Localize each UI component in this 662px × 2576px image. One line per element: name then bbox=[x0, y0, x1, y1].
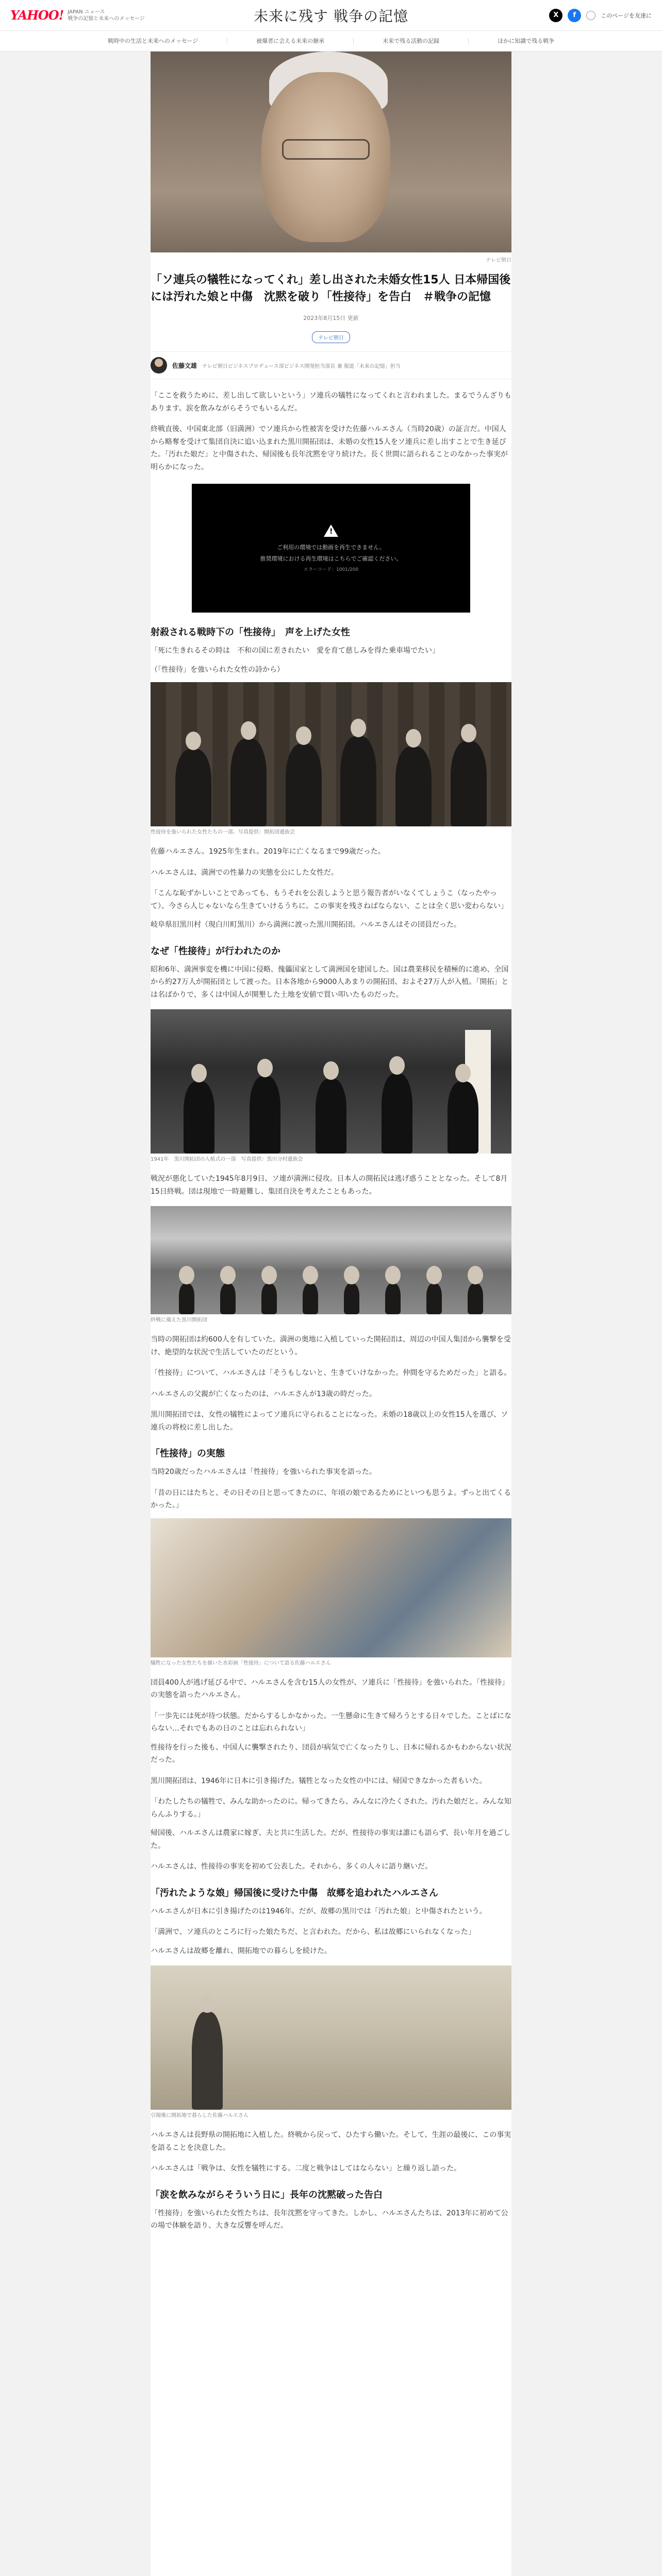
section-heading: 「汚れたような娘」帰国後に受けた中傷 故郷を追われたハルエさん bbox=[151, 1887, 438, 1899]
paragraph: ハルエさんが日本に引き揚げたのは1946年。だが、故郷の黒川では「汚れた娘」と中傷されたという。 bbox=[151, 1907, 487, 1916]
quote: 「わたしたちの犠牲で、みんな助かったのに。帰ってきたら、みんなに冷たくされた。汚れた娘だと。みんな知らんふりする。」 bbox=[151, 1798, 511, 1819]
photo-caption: 性接待を強いられた女性たちの一部。写真提供：開拓団遺族会 bbox=[151, 829, 295, 835]
paragraph: 終戦直後、中国東北部（旧満洲）でソ連兵から性被害を受けた佐藤ハルエさん（当時20歳）の証言だ。中国人から略奪を受けて集団自決に追い込まれた黒川開拓団は、未婚の女性15人をソ連兵に差し出すことで生き延びた。「汚れた娘だ」と中傷された、帰国後も長年沈黙を守り続けた。長く世間に語られることのなかった事実が明らかになった。 bbox=[151, 425, 508, 471]
site-title[interactable]: 未来に残す 戦争の記憶 bbox=[254, 7, 408, 25]
nav-item-0[interactable]: 戦時中の生活と未来へのメッセージ bbox=[79, 38, 227, 45]
photo-people bbox=[151, 1074, 511, 1154]
photo-caption: 引揚後に開拓地で暮らした佐藤ハルエさん bbox=[151, 2113, 249, 2119]
person-figure bbox=[184, 1081, 214, 1154]
paragraph: ハルエさんは故郷を離れ、開拓地での暮らしを続けた。 bbox=[151, 1946, 332, 1955]
photo-people bbox=[151, 2012, 511, 2110]
paragraph: 「性接待」を強いられた女性たちは、長年沈黙を守ってきた。しかし、ハルエさんたちは、2013年に初めて公の場で体験を語り、大きな反響を呼んだ。 bbox=[151, 2209, 508, 2230]
paragraph: 帰国後、ハルエさんは農家に嫁ぎ、夫と共に生活した。だが、性接待の事実は誰にも語らず、長い年月を過ごした。 bbox=[151, 1829, 511, 1850]
person-figure bbox=[286, 744, 322, 826]
quote: 「一歩先には死が待つ状態。だからするしかなかった。一生懸命に生きて帰ろうとする日々でした。ことばにならない…それでもあの日のことは忘れられない」 bbox=[151, 1711, 511, 1733]
warning-icon bbox=[324, 524, 338, 537]
paragraph: ハルエさんは「戦争は、女性を犠牲にする。二度と戦争はしてはならない」と繰り返し語った。 bbox=[151, 2164, 461, 2173]
paragraph: 戦況が悪化していた1945年8月9日、ソ連が満洲に侵攻。日本人の開拓民は逃げ惑うこととなった。そして8月15日終戦。団は現地で一時避難し、集団自決を考えたこともあった。 bbox=[151, 1175, 508, 1196]
section-heading: なぜ「性接待」が行われたのか bbox=[151, 945, 280, 957]
paragraph: 団員400人が逃げ延びる中で、ハルエさんを含む15人の女性が、ソ連兵に「性接待」を強いられた。「性接待」の実態を語ったハルエさん。 bbox=[151, 1678, 509, 1699]
person-figure bbox=[468, 1283, 483, 1314]
person-figure bbox=[344, 1283, 359, 1314]
village-crowd-photo bbox=[151, 1206, 511, 1314]
category-nav bbox=[0, 31, 662, 52]
person-figure bbox=[382, 1074, 412, 1154]
person-figure bbox=[426, 1283, 442, 1314]
person-figure bbox=[192, 2012, 223, 2110]
author-description: テレビ朝日ビジネスプロデュース部ビジネス開発担当部長 兼 報道「未来の記憶」担当 bbox=[202, 363, 401, 369]
quote: 「昔の日にはたちと、その日その日と思ってきたのに、年頃の娘であるためにといつも思うよ。ずっと出てくるかった。」 bbox=[151, 1488, 511, 1510]
section-heading: 射殺される戦時下の「性接待」 声を上げた女性 bbox=[151, 627, 350, 638]
paragraph: 岐阜県旧黒川村（現白川町黒川）から満洲に渡った黒川開拓団。ハルエさんはその団員だった。 bbox=[151, 921, 461, 929]
person-figure bbox=[448, 1081, 478, 1154]
paragraph: ハルエさんは、性接待の事実を初めて公表した。それから、多くの人々に語り継いだ。 bbox=[151, 1862, 432, 1871]
video-message-link[interactable]: 推奨環境における再生環境はこちらでご確認ください。 bbox=[260, 555, 402, 562]
facebook-share-icon[interactable]: f bbox=[568, 9, 581, 22]
photo-caption: 犠牲になった女性たちを描いた水彩画「性接待」について語る佐藤ハルエさん bbox=[151, 1660, 331, 1666]
nav-item-1[interactable]: 被爆者に会える未来の継承 bbox=[227, 38, 354, 45]
video-player[interactable] bbox=[192, 484, 470, 613]
person-figure bbox=[220, 1283, 236, 1314]
paragraph: 性接待を行った後も、中国人に襲撃されたり、団員が病気で亡くなったりし、日本に帰れるかもわからない状況だった。 bbox=[151, 1743, 511, 1764]
author-avatar bbox=[151, 357, 167, 374]
paragraph: 昭和6年、満洲事変を機に中国に侵略、傀儡国家として満洲国を建国した。国は農業移民を積極的に進め、全国から約27万人が開拓団として渡った。日本各地から9000人あまりの開拓団、およそ27万人が入植。「開拓」とは名ばかりで、多くは中国人が開墾した土地を安値で買い叩いたものだった。 bbox=[151, 965, 509, 999]
paragraph: 当時20歳だったハルエさんは「性接待」を強いられた事実を語った。 bbox=[151, 1468, 376, 1476]
yahoo-logo[interactable] bbox=[10, 8, 145, 23]
x-share-icon[interactable]: X bbox=[549, 9, 562, 22]
photo-caption: 1941年 黒川開拓団の入植式の一部 写真提供：黒川分村遺族会 bbox=[151, 1157, 303, 1162]
hero-photo bbox=[151, 52, 511, 252]
portrait-photo bbox=[151, 1965, 511, 2110]
article-date: 2023年8月15日 更新 bbox=[303, 315, 359, 321]
quote: 「死に生きれるその時は 不和の国に差されたい 愛を育て慈しみを得た乗車場でたい」 bbox=[151, 647, 439, 655]
video-message: ご利用の環境では動画を再生できません。 bbox=[277, 544, 385, 551]
quote: 「満洲で、ソ連兵のところに行った娘たちだ、と言われた。だから、私は故郷にいられなくなった」 bbox=[151, 1928, 475, 1936]
section-heading: 「涙を飲みながらそういう日に」長年の沈黙破った告白 bbox=[151, 2189, 383, 2200]
paragraph: 佐藤ハルエさん。1925年生まれ。2019年に亡くなるまで99歳だった。 bbox=[151, 848, 385, 856]
group-photo-women bbox=[151, 682, 511, 826]
profile-icon[interactable] bbox=[586, 11, 595, 20]
person-figure bbox=[179, 1283, 194, 1314]
author-block bbox=[151, 351, 511, 379]
hero-glasses bbox=[282, 139, 370, 160]
person-figure bbox=[250, 1076, 280, 1154]
section-heading: 「性接待」の実態 bbox=[151, 1448, 225, 1459]
paragraph: ハルエさんは、満洲での性暴力の実態を公にした女性だ。 bbox=[151, 868, 338, 877]
person-figure bbox=[316, 1079, 346, 1154]
nav-item-2[interactable]: 未来で残る活動の記録 bbox=[354, 38, 469, 45]
quote-source: （「性接待」を強いられた女性の詩から） bbox=[151, 665, 284, 674]
article-main bbox=[151, 52, 511, 2576]
photo-people bbox=[151, 736, 511, 826]
logo-subtitle: JAPAN ニュース 戦争の記憶と未来へのメッセージ bbox=[68, 9, 145, 22]
photo-caption: 終戦に備えた黒川開拓団 bbox=[151, 1317, 207, 1323]
share-label[interactable]: このページを友達に bbox=[601, 12, 652, 19]
person-figure bbox=[261, 1283, 277, 1314]
person-figure bbox=[395, 747, 432, 826]
nav-item-3[interactable]: ほかに知識で残る戦争 bbox=[498, 37, 555, 44]
article-tag[interactable]: テレビ朝日 bbox=[312, 331, 350, 343]
author-name[interactable]: 佐藤文雄 bbox=[172, 362, 197, 369]
photo-people bbox=[151, 1283, 511, 1314]
site-header bbox=[0, 0, 662, 31]
quote: 「こんな恥ずかしいことであっても、もうそれを公表しようと思う報告者がいなくてしょうこ（なったやって）、今さら人じゃないなら生きていけるうちに。この事実を残さねばならない、ことは全く思い変わらない」 bbox=[151, 889, 508, 910]
person-figure bbox=[385, 1283, 401, 1314]
paragraph: 当時の開拓団は約600人を有していた。満洲の奥地に入植していった開拓団は、周辺の中国人集団から襲撃を受け、絶望的な状況で生活していたのだという。 bbox=[151, 1335, 511, 1357]
group-photo-ceremony bbox=[151, 1009, 511, 1154]
person-figure bbox=[175, 749, 211, 826]
person-figure bbox=[451, 741, 487, 826]
paragraph: ハルエさんの父親が亡くなったのは、ハルエさんが13歳の時だった。 bbox=[151, 1389, 376, 1398]
paragraph: 黒川開拓団では、女性の犠牲によってソ連兵に守られることになった。未婚の18歳以上の女性15人を選び、ソ連兵の将校に差し出した。 bbox=[151, 1411, 508, 1432]
paragraph: 「性接待」について、ハルエさんは「そうもしないと、生きていけなかった。仲間を守るためだった」と語る。 bbox=[151, 1369, 511, 1377]
painting-discussion-photo bbox=[151, 1518, 511, 1657]
person-figure bbox=[230, 739, 267, 826]
paragraph: 黒川開拓団は、1946年に日本に引き揚げた。犠牲となった女性の中には、帰国できなかった者もいた。 bbox=[151, 1776, 487, 1785]
logo-text[interactable]: YAHOO! bbox=[10, 8, 64, 23]
person-figure bbox=[340, 736, 376, 826]
video-error-code: エラーコード：1001/200 bbox=[303, 567, 359, 572]
hero-credit: テレビ朝日 bbox=[486, 258, 511, 263]
paragraph: 「ここを救うために、差し出して欲しいという」ソ連兵の犠牲になってくれと言われました。まるでうんざりもあります。涙を飲みながらそうでもいるんだ。 bbox=[151, 392, 511, 413]
article-title: 「ソ連兵の犠牲になってくれ」差し出された未婚女性15人 日本帰国後には汚れた娘と中傷 沈黙を破り「性接待」を告白 ＃戦争の記憶 bbox=[151, 274, 511, 303]
person-figure bbox=[303, 1283, 318, 1314]
paragraph: ハルエさんは長野県の開拓地に入植した。終戦から戻って、ひたすら働いた。そして、生涯の最後に、この事実を語ることを決意した。 bbox=[151, 2131, 511, 2152]
share-area bbox=[549, 9, 652, 22]
